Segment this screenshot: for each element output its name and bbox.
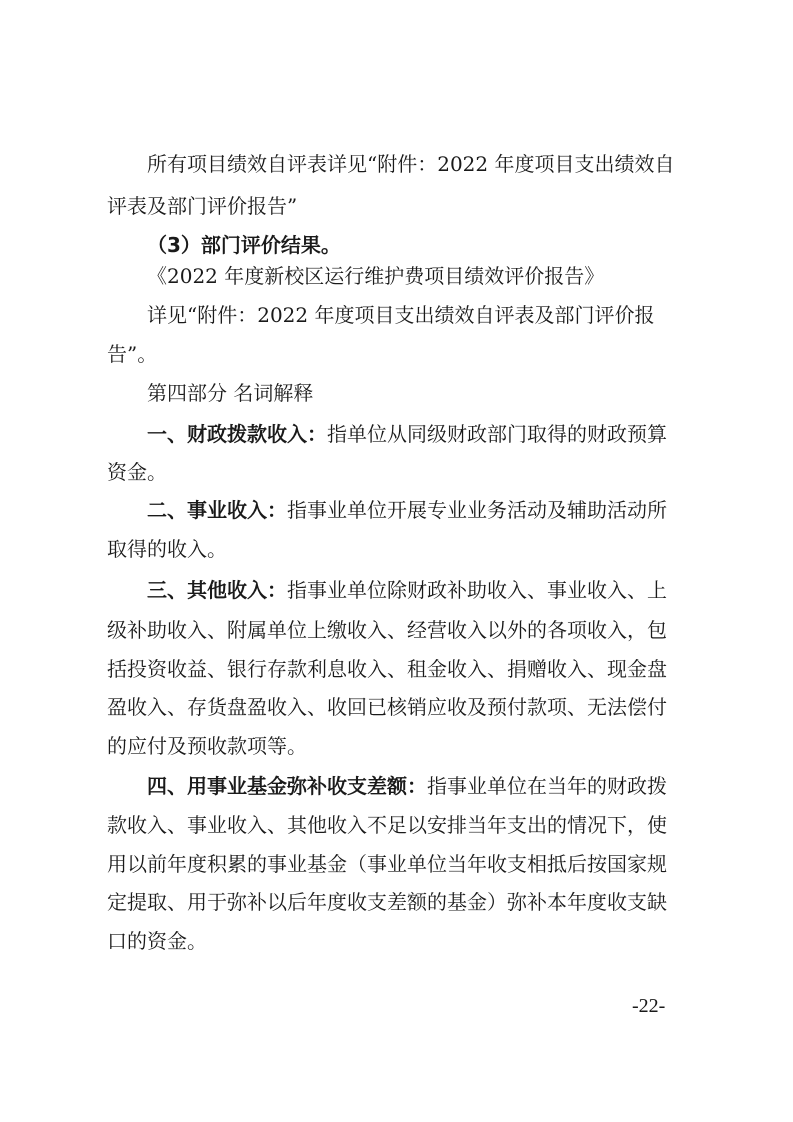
paragraph-line: 盈收入、存货盘盈收入、收回已核销应收及预付款项、无法偿付 [107, 695, 667, 719]
term-definition: 指单位从同级财政部门取得的财政预算 [327, 422, 667, 446]
term-definition: 指事业单位在当年的财政拨 [427, 774, 667, 798]
definition-line [147, 773, 667, 799]
part-heading: 第四部分 名词解释 [147, 381, 314, 405]
page-number: -22- [632, 995, 666, 1017]
term-label: 三、其他收入： [147, 578, 287, 602]
paragraph-line: 用以前年度积累的事业基金（事业单位当年收支相抵后按国家规 [107, 852, 667, 876]
term-label: 二、事业收入： [147, 498, 287, 522]
section-subheading: （3）部门评价结果。 [147, 233, 341, 257]
definition-line [147, 421, 667, 447]
paragraph-line: 资金。 [107, 460, 167, 484]
paragraph-line: 定提取、用于弥补以后年度收支差额的基金）弥补本年度收支缺 [107, 890, 667, 914]
paragraph-line: 详见“附件：2022 年度项目支出绩效自评表及部门评价报 [147, 303, 655, 327]
definition-line [147, 497, 667, 523]
paragraph-line: 所有项目绩效自评表详见“附件：2022 年度项目支出绩效自 [147, 152, 675, 176]
term-label: 四、用事业基金弥补收支差额： [147, 774, 427, 798]
term-definition: 指事业单位除财政补助收入、事业收入、上 [287, 578, 667, 602]
term-definition: 指事业单位开展专业业务活动及辅助活动所 [287, 498, 667, 522]
paragraph-line: 款收入、事业收入、其他收入不足以安排当年支出的情况下，使 [107, 813, 667, 837]
paragraph-line: 的应付及预收款项等。 [107, 734, 307, 758]
paragraph-line: 括投资收益、银行存款利息收入、租金收入、捐赠收入、现金盘 [107, 657, 667, 681]
paragraph-line: 级补助收入、附属单位上缴收入、经营收入以外的各项收入，包 [107, 618, 667, 642]
paragraph-line: 告”。 [107, 342, 158, 366]
paragraph-line: 评表及部门评价报告” [107, 194, 298, 218]
definition-line [147, 577, 667, 603]
paragraph-line: 取得的收入。 [107, 537, 227, 561]
report-title-line: 《2022 年度新校区运行维护费项目绩效评价报告》 [147, 264, 605, 288]
term-label: 一、财政拨款收入： [147, 422, 327, 446]
paragraph-line: 口的资金。 [107, 929, 207, 953]
